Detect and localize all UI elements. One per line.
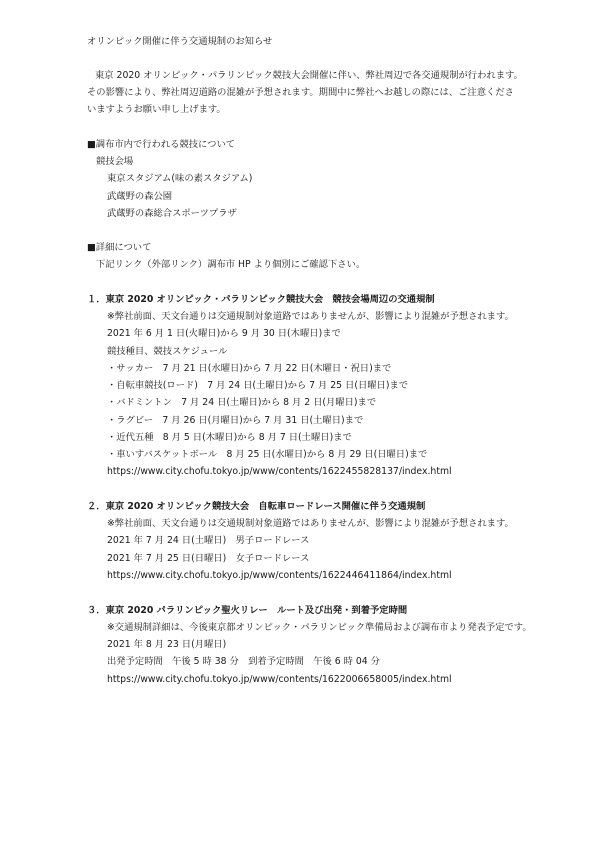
item1-schedule-label: 競技種目、競技スケジュール [107,346,228,357]
document-title: オリンピック開催に伴う交通規制のお知らせ [87,36,273,47]
venues-heading: ■調布市内で行われる競技について [87,139,236,150]
item1-url: https://www.city.chofu.tokyo.jp/www/contents/1622455828137/index.html [107,466,452,477]
item2-race2: 2021 年 7 月 25 日(日曜日) 女子ロードレース [107,553,310,564]
event-item: ・バドミントン 7 月 24 日(土曜日)から 8 月 2 日(月曜日)まで [107,397,377,408]
intro-line-2: その影響により、弊社周辺道路の混雑が予想されます。期間中に弊社へお越しの際には、ご注意くださ [87,87,514,98]
item3-note: ※交通規制詳細は、今後東京都オリンピック・パラリンピック準備局および調布市より発表予定です。 [107,622,532,633]
event-item: ・車いすバスケットボール 8 月 25 日(水曜日)から 8 月 29 日(日曜日)まで [107,449,428,460]
item3-heading: ３．東京 2020 パラリンピック聖火リレー ルート及び出発・到着予定時間 [87,605,408,616]
venue-item: 武蔵野の森総合スポーツプラザ [107,208,237,219]
item3-date: 2021 年 8 月 23 日(月曜日) [107,639,227,650]
venues-label: 競技会場 [96,156,134,167]
item3-times: 出発予定時間 午後 5 時 38 分 到着予定時間 午後 6 時 04 分 [107,656,380,667]
intro-line-3: いますようお願い申し上げます。 [87,104,226,115]
item2-url: https://www.city.chofu.tokyo.jp/www/contents/1622446411864/index.html [107,570,452,581]
event-item: ・サッカー 7 月 21 日(水曜日)から 7 月 22 日(木曜日・祝日)まで [107,363,392,374]
item1-period: 2021 年 6 月 1 日(火曜日)から 9 月 30 日(木曜日)まで [107,328,341,339]
item2-heading: ２．東京 2020 オリンピック競技大会 自転車ロードレース開催に伴う交通規制 [87,501,426,512]
item2-note: ※弊社前面、天文台通りは交通規制対象道路ではありませんが、影響により混雑が予想されます。 [107,518,514,529]
venue-item: 武蔵野の森公園 [107,191,173,202]
details-heading: ■詳細について [87,242,152,253]
intro-line-1: 東京 2020 オリンピック・パラリンピック競技大会開催に伴い、弊社周辺で各交通規制が行われます。 [95,70,523,81]
event-item: ・自転車競技(ロード) 7 月 24 日(土曜日)から 7 月 25 日(日曜日)まで [107,380,409,391]
item2-race1: 2021 年 7 月 24 日(土曜日) 男子ロードレース [107,535,310,546]
event-item: ・近代五種 8 月 5 日(木曜日)から 8 月 7 日(土曜日)まで [107,432,352,443]
event-item: ・ラグビー 7 月 26 日(月曜日)から 7 月 31 日(土曜日)まで [107,415,364,426]
item3-url: https://www.city.chofu.tokyo.jp/www/contents/1622006658005/index.html [107,674,452,685]
venue-item: 東京スタジアム(味の素スタジアム) [107,173,253,184]
item1-heading: １．東京 2020 オリンピック・パラリンピック競技大会 競技会場周辺の交通規制 [87,294,435,305]
item1-note: ※弊社前面、天文台通りは交通規制対象道路ではありませんが、影響により混雑が予想されます。 [107,311,514,322]
details-text: 下記リンク（外部リンク）調布市 HP より個別にご確認下さい。 [96,259,366,270]
